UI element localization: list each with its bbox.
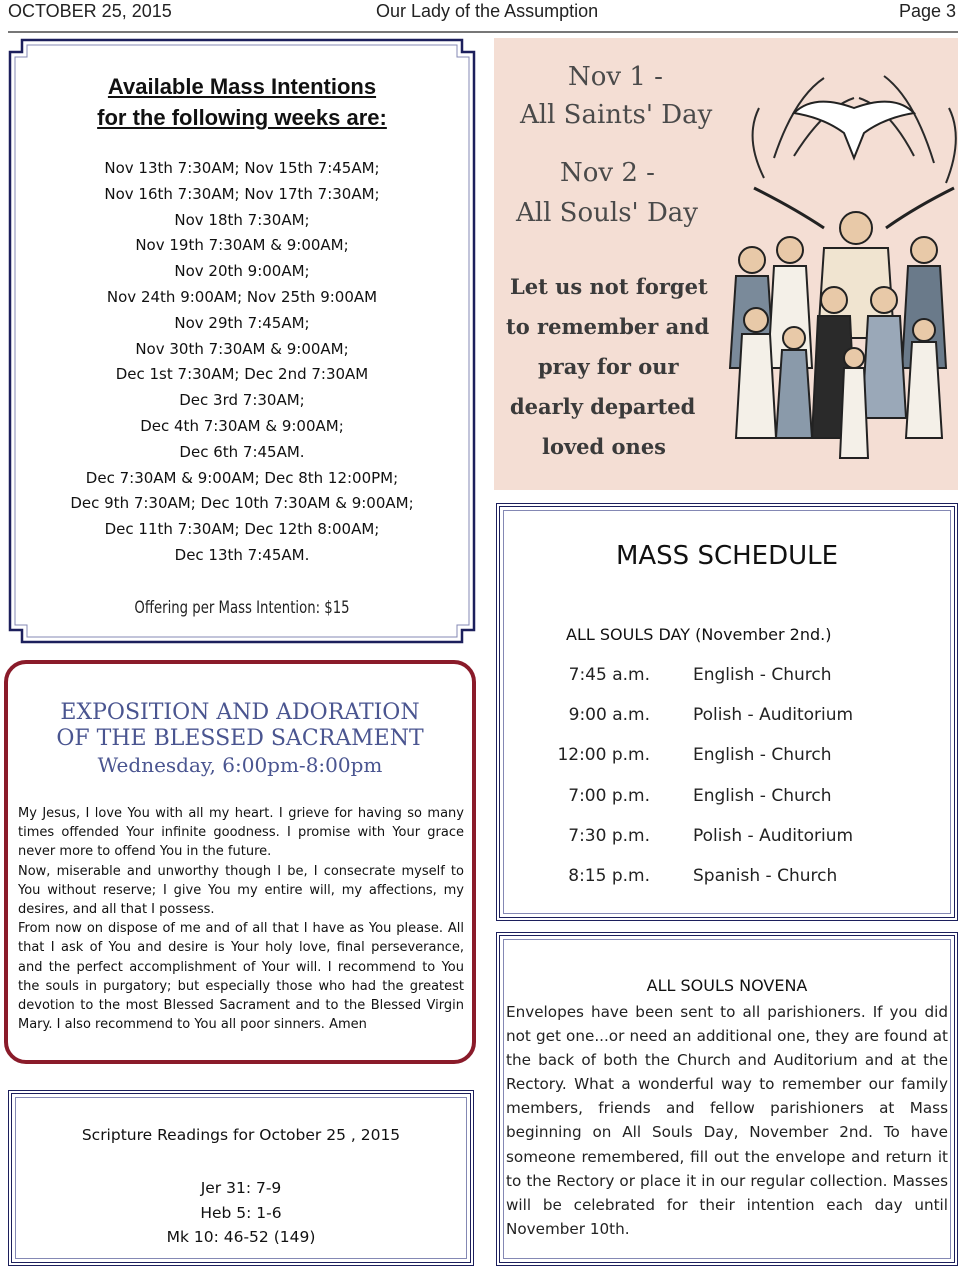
schedule-row [500, 665, 954, 695]
schedule-row [500, 826, 954, 856]
poster-message-line: loved ones [542, 434, 667, 459]
schedule-description: English - Church [693, 785, 832, 806]
poster-line-2: All Saints' Day [520, 100, 713, 130]
intention-line: Nov 24th 9:00AM; Nov 25th 9:00AM [106, 287, 378, 306]
prayer-paragraph: Now, miserable and unworthy though I be, I consecrate myself to You without reserve; I give You my entire will, my affections, my desires, and all that I possess. [18, 863, 464, 918]
header-page-number: Page 3 [898, 1, 956, 21]
schedule-description: Polish - Auditorium [693, 825, 854, 846]
novena-panel [496, 932, 958, 1266]
scripture-panel [8, 1090, 474, 1266]
schedule-description: English - Church [693, 665, 832, 685]
intention-line: Nov 18th 7:30AM; [174, 210, 310, 229]
reading-item: Jer 31: 7-9 [200, 1179, 282, 1197]
poster-message-line: dearly departed [510, 394, 696, 419]
schedule-row [500, 786, 954, 816]
intention-line: Nov 16th 7:30AM; Nov 17th 7:30AM; [104, 184, 380, 203]
reading-item: Heb 5: 1-6 [200, 1203, 282, 1222]
schedule-title: MASS SCHEDULE [615, 541, 839, 571]
intentions-list [8, 156, 476, 569]
schedule-row [500, 866, 954, 896]
intention-line: Dec 6th 7:45AM. [179, 442, 305, 461]
schedule-row [500, 745, 954, 775]
page-header [0, 0, 960, 30]
header-parish: Our Lady of the Assumption [376, 1, 599, 21]
intention-line: Dec 3rd 7:30AM; [179, 391, 305, 410]
intention-line: Dec 13th 7:45AM. [174, 545, 310, 564]
offering-text: Offering per Mass Intention: $15 [134, 598, 350, 618]
exposition-title-line1: EXPOSITION AND ADORATION [60, 700, 420, 725]
prayer-paragraph: From now on dispose of me and of all that I have as You please. All that I ask of You and desire is Your holy love, final perseverance, and the perfect accomplishment of Your will. I recommend to You the souls in purgatory; but especially those who had the greatest devotion to the most Blessed Sacrament and to the Blessed Virgin Mary. I also recommend to You all poor sinners. Amen [18, 921, 464, 1033]
intention-line: Dec 4th 7:30AM & 9:00AM; [140, 416, 344, 435]
header-rule [8, 31, 958, 33]
schedule-subtitle: ALL SOULS DAY (November 2nd.) [566, 625, 832, 644]
schedule-time: 7:45 a.m. [568, 665, 650, 685]
intention-line: Nov 13th 7:30AM; Nov 15th 7:45AM; [104, 159, 380, 177]
schedule-time: 8:15 p.m. [568, 866, 650, 886]
intention-line: Dec 7:30AM & 9:00AM; Dec 8th 12:00PM; [85, 468, 399, 487]
mass-schedule-panel [496, 503, 958, 921]
header-date: OCTOBER 25, 2015 [8, 1, 172, 21]
schedule-time: 7:00 p.m. [568, 785, 650, 806]
schedule-description: Spanish - Church [693, 866, 838, 886]
poster-line-1: Nov 1 - [568, 62, 663, 92]
novena-body: Envelopes have been sent to all parishioners. If you did not get one...or need an additional one, they are found at the back of both the Church and Auditorium and at the Rectory. What a wonderful way to remember our family members, friends and fellow parishioners at Mass beginning on All Souls Day, November 2nd. To have someone remembered, fill out the envelope and return it to the Rectory or place it in our regular collection. Masses will be celebrated for their intention each day until November 10th. [506, 1003, 948, 1238]
exposition-schedule: Wednesday, 6:00pm-8:00pm [97, 753, 383, 777]
intention-line: Nov 30th 7:30AM & 9:00AM; [135, 339, 349, 358]
all-saints-poster [494, 38, 958, 490]
schedule-time: 7:30 p.m. [568, 825, 650, 846]
intentions-title-line1: Available Mass Intentions [107, 74, 377, 99]
poster-line-3: Nov 2 - [560, 158, 655, 188]
exposition-title-line2: OF THE BLESSED SACRAMENT [56, 726, 424, 751]
poster-message-line: Let us not forget [510, 274, 708, 299]
poster-message-line: pray for our [538, 354, 679, 379]
intention-line: Dec 9th 7:30AM; Dec 10th 7:30AM & 9:00AM; [70, 494, 414, 513]
intention-line: Dec 11th 7:30AM; Dec 12th 8:00AM; [104, 520, 380, 539]
poster-line-4: All Souls' Day [516, 198, 698, 228]
schedule-description: English - Church [693, 745, 832, 766]
adoration-prayer [18, 804, 464, 1034]
intention-line: Nov 29th 7:45AM; [174, 313, 310, 332]
schedule-row [500, 705, 954, 735]
scripture-readings [12, 1176, 470, 1250]
schedule-time: 12:00 p.m. [557, 745, 650, 766]
schedule-time: 9:00 a.m. [568, 705, 650, 726]
exposition-panel [4, 660, 476, 1064]
intention-line: Nov 20th 9:00AM; [174, 262, 310, 281]
intention-line: Nov 19th 7:30AM & 9:00AM; [135, 236, 349, 255]
mass-intentions-panel [8, 38, 476, 644]
novena-title: ALL SOULS NOVENA [646, 976, 808, 995]
schedule-description: Polish - Auditorium [693, 705, 854, 726]
scripture-title: Scripture Readings for October 25 , 2015 [81, 1126, 401, 1144]
poster-message-line: to remember and [506, 314, 710, 339]
reading-item: Mk 10: 46-52 (149) [166, 1228, 316, 1246]
prayer-paragraph: My Jesus, I love You with all my heart. I grieve for having so many times offended Your infinite goodness. I promise with Your grace never more to offend You in the future. [18, 806, 464, 860]
intentions-title-line2: for the following weeks are: [97, 105, 387, 130]
intention-line: Dec 1st 7:30AM; Dec 2nd 7:30AM [115, 365, 369, 384]
